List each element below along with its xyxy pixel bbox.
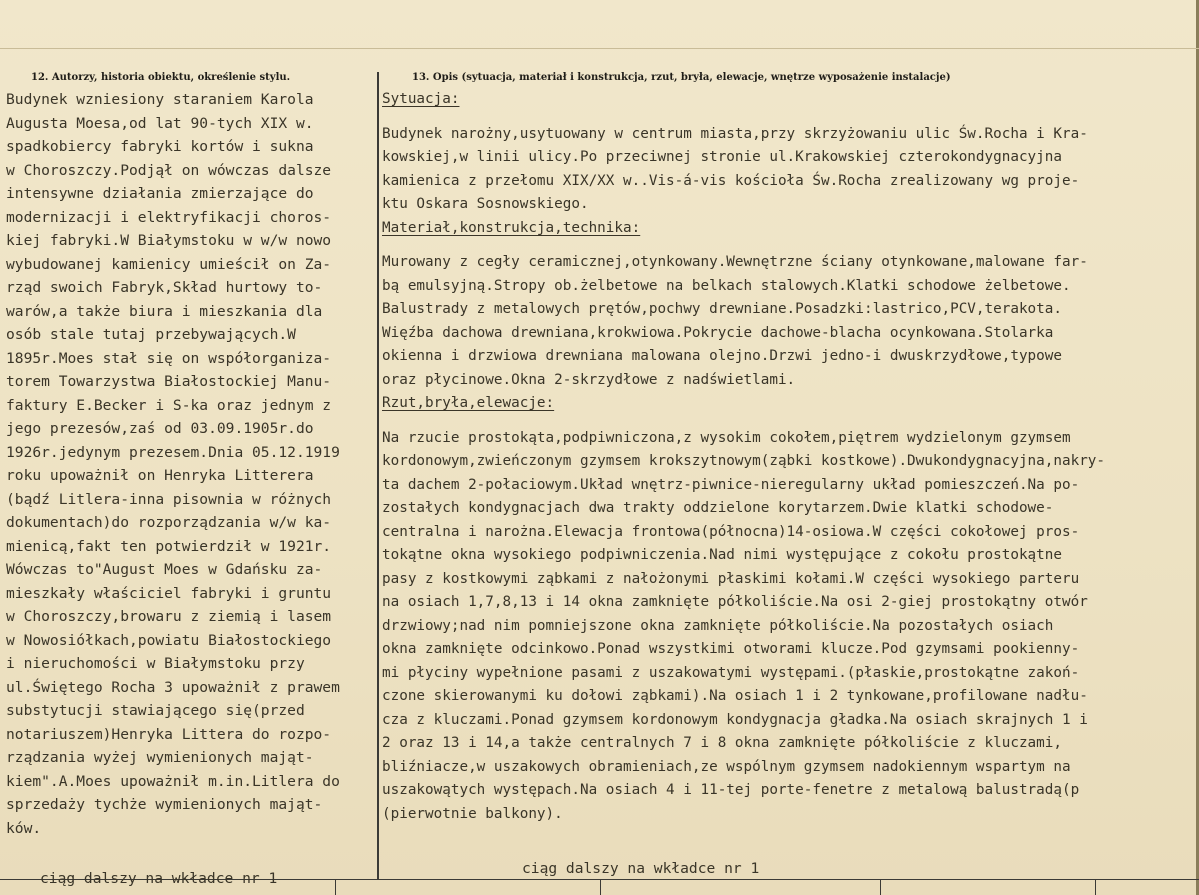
paragraph-spacer — [382, 112, 1197, 123]
description-text-line: bliźniacze,w uszakowych obramieniach,ze wspólnym gzymsem nadokiennym wspartym na — [382, 758, 1071, 775]
top-rule — [0, 48, 1199, 49]
history-text-line: Wówczas to"August Moes w Gdańsku za- — [6, 561, 323, 578]
history-text-line: notariuszem)Henryka Littera do rozpo- — [6, 725, 332, 743]
history-text-line: Budynek wzniesiony staraniem Karola — [6, 91, 314, 108]
bottom-cell-divider — [335, 880, 336, 895]
description-text-line: Murowany z cegły ceramicznej,otynkowany.Wewnętrzne ściany otynkowane,malowane far- — [382, 254, 1088, 270]
paragraph-spacer — [382, 240, 1197, 251]
history-text-line: dokumentach)do rozporządzania w/w ka- — [6, 514, 332, 531]
description-text-line: ktu Oskara Sosnowskiego. — [382, 196, 589, 212]
description-text-line: mi płyciny wypełnione pasami z uszakowatymi występami.(płaskie,prostokątne zakoń- — [382, 664, 1080, 681]
description-text-line: czone skierowanymi ku dołowi ząbkami).Na osiach 1 i 2 tynkowane,profilowane nadłu- — [382, 688, 1088, 704]
history-text-line: w Choroszczy,browaru z ziemią i lasem — [6, 608, 332, 625]
history-text-line: kiej fabryki.W Białymstoku w w/w nowo — [6, 232, 332, 249]
paragraph-spacer — [382, 416, 1197, 427]
history-text-line: Augusta Moesa,od lat 90-tych XIX w. — [6, 114, 314, 132]
description-text-line: uszakowątych występach.Na osiach 4 i 11-tej porte-fenetre z metalową balustradą(p — [382, 782, 1080, 798]
history-text-line: substytucji stawiającego się(przed — [6, 702, 305, 719]
description-text-line: kordonowym,zwieńczonym gzymsem krokszytnowym(ząbki kostkowe).Dwukondygnacyjna,nakry- — [382, 453, 1106, 469]
history-text-line: 1895r.Moes stał się on współorganiza- — [6, 349, 332, 367]
history-text-line: mienicą,fakt ten potwierdził w 1921r. — [6, 537, 332, 555]
description-text-line: Więźba dachowa drewniana,krokwiowa.Pokrycie dachowe-blacha ocynkowana.Stolarka — [382, 324, 1054, 341]
description-text-line: pasy z kostkowymi ząbkami z nałożonymi płaskimi kołami.W części wysokiego parteru — [382, 570, 1080, 587]
description-text-line: centralna i narożna.Elewacja frontowa(północna)14-osiowa.W części cokołowej pros- — [382, 523, 1080, 540]
history-text-line: rządzania wyżej wymienionych mająt- — [6, 749, 314, 766]
section-subheading: Rzut,bryła,elewacje: — [382, 395, 555, 411]
history-text-line: 1926r.jedynym prezesem.Dnia 05.12.1919 — [6, 443, 340, 461]
description-text-line: kamienica z przełomu XIX/XX w..Vis-á-vis kościoła Św.Rocha zrealizowany wg proje- — [382, 172, 1080, 189]
history-text-line: wybudowanej kamienicy umieścił on Za- — [6, 255, 332, 273]
description-text-line: cza z kluczami.Ponad gzymsem kordonowym kondygnacja gładka.Na osiach skrajnych 1 i — [382, 711, 1088, 728]
description-text-line: (pierwotnie balkony). — [382, 805, 563, 822]
history-text-line: (bądź Litlera-inna pisownia w różnych — [6, 490, 332, 508]
bottom-cell-divider — [1095, 880, 1096, 895]
history-text-line: torem Towarzystwa Białostockiej Manu- — [6, 373, 332, 390]
history-text-line: modernizacji i elektryfikacji choros- — [6, 208, 332, 226]
section-subheading: Materiał,konstrukcja,technika: — [382, 219, 641, 236]
description-text-line: drzwiowy;nad nim pomniejszone okna zamknięte półkoliście.Na pozostałych osiach — [382, 617, 1054, 634]
history-text-line: sprzedaży tychże wymienionych mająt- — [6, 796, 323, 813]
history-text-line: intensywne działania zmierzające do — [6, 185, 314, 202]
section-subheading: Sytuacja: — [382, 91, 460, 107]
history-text-line: w Nowosiółkach,powiatu Białostockiego — [6, 631, 332, 649]
history-text-line: ków. — [6, 819, 42, 837]
history-text-line: jego prezesów,zaś od 03.09.1905r.do — [6, 420, 314, 437]
history-text-line: ul.Świętego Rocha 3 upoważnił z prawem — [6, 678, 340, 696]
continuation-note-left: ciąg dalszy na wkładce nr 1 — [40, 870, 278, 887]
description-text-line: okna zamknięte odcinkowo.Ponad wszystkimi otworami klucze.Pod gzymsami pookienny- — [382, 641, 1080, 657]
history-text-line: i nieruchomości w Białymstoku przy — [6, 655, 305, 672]
description-column — [382, 88, 1197, 826]
description-text-line: Budynek narożny,usytuowany w centrum miasta,przy skrzyżowaniu ulic Św.Rocha i Kra- — [382, 125, 1088, 142]
history-text-line: osób stale tutaj przebywających.W — [6, 326, 296, 343]
description-text-line: oraz płycinowe.Okna 2-skrzydłowe z nadświetlami. — [382, 371, 796, 388]
history-column — [6, 88, 376, 840]
section-12-header: 12. Autorzy, historia obiektu, określenie stylu. — [31, 72, 291, 83]
continuation-note-right: ciąg dalszy na wkładce nr 1 — [522, 860, 760, 877]
description-text-line: tokątne okna wysokiego podpiwniczenia.Nad nimi występujące z cokołu prostokątne — [382, 547, 1062, 563]
history-text-line: mieszkały właściciel fabryki i gruntu — [6, 584, 332, 602]
description-text-line: ta dachem 2-połaciowym.Układ wnętrz-piwnice-nieregularny układ pomieszczeń.Na po- — [382, 476, 1080, 493]
description-text-line: bą emulsyjną.Stropy ob.żelbetowe na belkach stalowych.Klatki schodowe żelbetowe. — [382, 277, 1071, 294]
history-text-line: warów,a także biura i mieszkania dla — [6, 302, 323, 320]
section-13-header: 13. Opis (sytuacja, materiał i konstrukcja, rzut, bryła, elewacje, wnętrze wyposażenie instalacje) — [412, 72, 951, 83]
history-text-line: kiem".A.Moes upoważnił m.in.Litlera do — [6, 772, 340, 790]
history-text-line: w Choroszczy.Podjął on wówczas dalsze — [6, 161, 332, 179]
description-text-line: Na rzucie prostokąta,podpiwniczona,z wysokim cokołem,piętrem wydzielonym gzymsem — [382, 429, 1071, 446]
description-text-line: Balustrady z metalowych prętów,pochwy drewniane.Posadzki:lastrico,PCV,terakota. — [382, 301, 1062, 317]
column-divider — [377, 72, 379, 880]
bottom-cell-divider — [600, 880, 601, 895]
history-text-line: faktury E.Becker i S-ka oraz jednym z — [6, 396, 332, 414]
history-text-line: rząd swoich Fabryk,Skład hurtowy to- — [6, 279, 323, 296]
description-text-line: kowskiej,w linii ulicy.Po przeciwnej stronie ul.Krakowskiej czterokondygnacyjna — [382, 149, 1062, 165]
description-text-line: na osiach 1,7,8,13 i 14 okna zamknięte półkoliście.Na osi 2-giej prostokątny otwór — [382, 594, 1088, 610]
description-text-line: 2 oraz 13 i 14,a także centralnych 7 i 8 okna zamknięte półkoliście z kluczami, — [382, 735, 1062, 751]
bottom-cell-divider — [880, 880, 881, 895]
history-text-line: roku upoważnił on Henryka Litterera — [6, 467, 314, 484]
description-text-line: zostałych kondygnacjach dwa trakty oddzielone korytarzem.Dwie klatki schodowe- — [382, 500, 1054, 516]
description-text-line: okienna i drzwiowa drewniana malowana olejno.Drzwi jedno-i dwuskrzydłowe,typowe — [382, 348, 1062, 364]
history-text-line: spadkobiercy fabryki kortów i sukna — [6, 138, 314, 155]
